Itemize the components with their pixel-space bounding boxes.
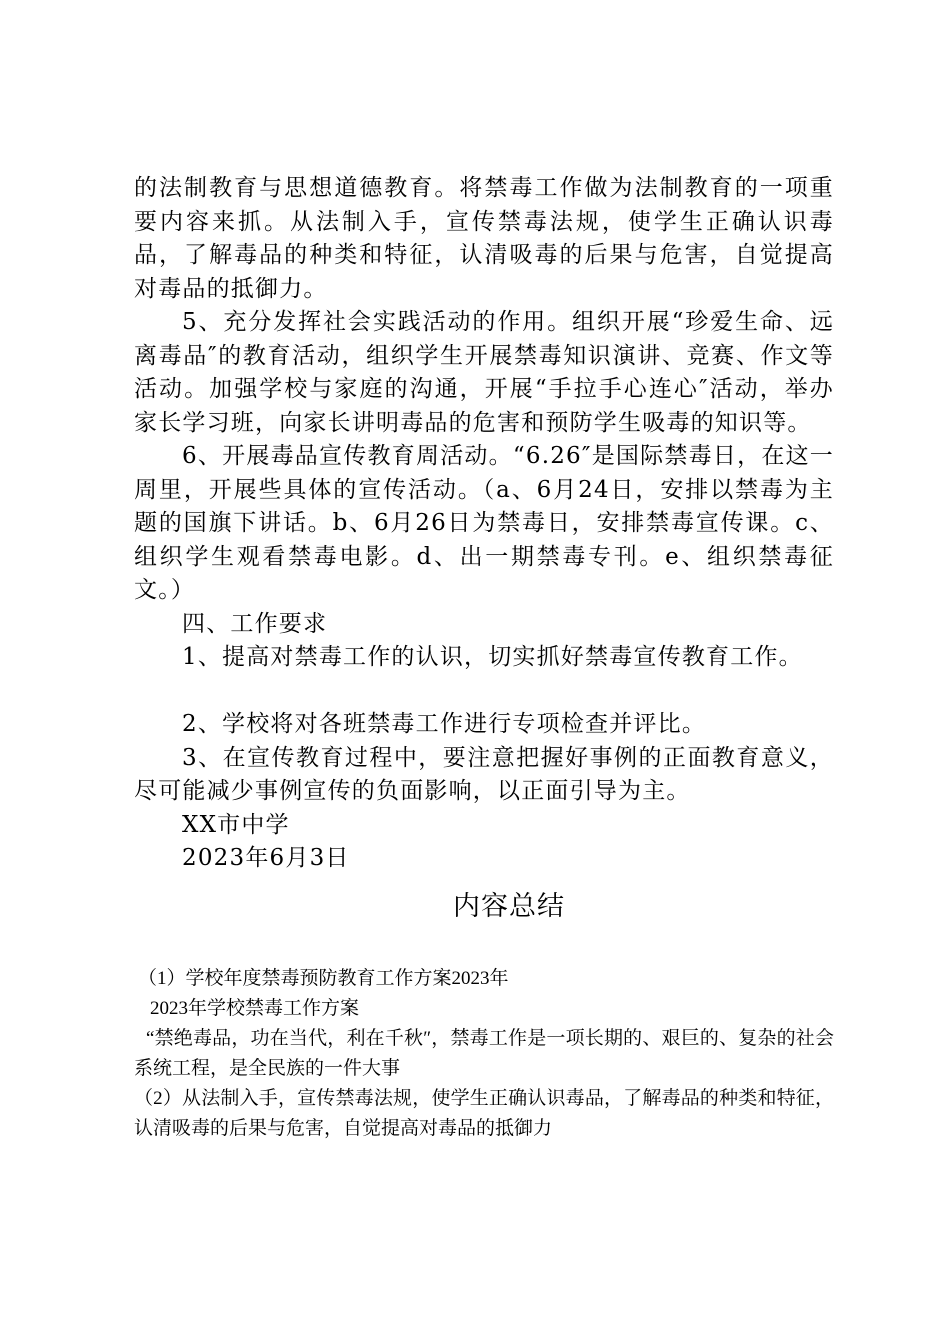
summary-item-2: （2）从法制入手，宣传禁毒法规，使学生正确认识毒品，了解毒品的种类和特征，认清吸毒的后果与危害，自觉提高对毒品的抵御力 [134,1088,834,1139]
summary-title: 内容总结 [453,891,565,922]
signature-school: XX市中学 [182,811,290,838]
summary-quote: “禁绝毒品，功在当代，利在千秋″，禁毒工作是一项长期的、艰巨的、复杂的社会系统工程，是全民族的一件大事 [134,1028,834,1079]
requirement-item-2: 2、学校将对各班禁毒工作进行专项检查并评比。 [182,711,707,737]
signature-date: 2023年6月3日 [182,845,350,871]
document-body [134,172,834,876]
paragraph-social-practice: 5、充分发挥社会实践活动的作用。组织开展“珍爱生命、远离毒品″的教育活动，组织学生开展禁毒知识演讲、竞赛、作文等活动。加强学校与家庭的沟通，开展“手拉手心连心″活动，举办家长学习班，向家长讲明毒品的危害和预防学生吸毒的知识等。 [134,309,834,436]
requirement-item-3: 3、在宣传教育过程中，要注意把握好事例的正面教育意义，尽可能减少事例宣传的负面影响，以正面引导为主。 [134,744,834,804]
summary-item-1: （1）学校年度禁毒预防教育工作方案2023年 [138,968,509,989]
summary-item-1-subtitle: 2023年学校禁毒工作方案 [150,998,360,1019]
requirement-item-1: 1、提高对禁毒工作的认识，切实抓好禁毒宣传教育工作。 [182,644,803,670]
section-heading-requirements: 四、工作要求 [182,610,328,637]
paragraph-education-week: 6、开展毒品宣传教育周活动。“6.26″是国际禁毒日，在这一周里，开展些具体的宣传活动。（a、6月24日，安排以禁毒为主题的国旗下讲话。b、6月26日为禁毒日，安排禁毒宣传课。c、组织学生观看禁毒电影。d、出一期禁毒专刊。e、组织禁毒征文。） [134,443,834,603]
paragraph-legal-education: 的法制教育与思想道德教育。将禁毒工作做为法制教育的一项重要内容来抓。从法制入手，宣传禁毒法规，使学生正确认识毒品，了解毒品的种类和特征，认清吸毒的后果与危害，自觉提高对毒品的抵御力。 [134,175,834,302]
summary-section [134,964,834,1144]
